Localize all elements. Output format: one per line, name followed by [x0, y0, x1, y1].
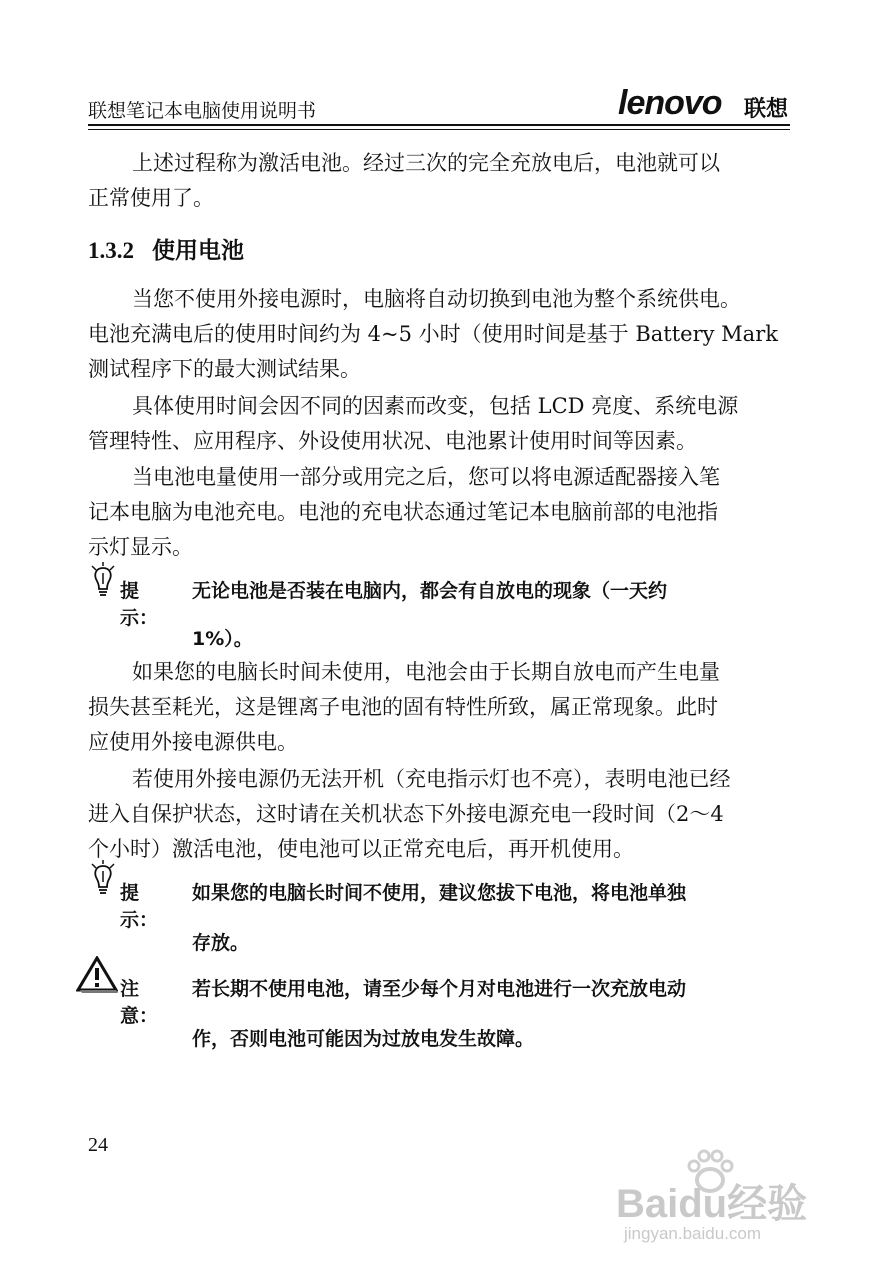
- tip-text-line: 存放。: [192, 932, 250, 954]
- text-line: 若使用外接电源仍无法开机（充电指示灯也不亮），表明电池已经: [132, 767, 731, 791]
- text-line: 如果您的电脑长时间未使用，电池会由于长期自放电而产生电量: [132, 660, 720, 684]
- lenovo-logo: lenovo: [618, 84, 722, 122]
- tip-label: 提示：: [120, 882, 159, 931]
- note-text-line: 若长期不使用电池，请至少每个月对电池进行一次充放电动: [192, 978, 687, 1000]
- paragraph-battery-usage: [88, 282, 792, 387]
- text-line: 个小时）激活电池，使电池可以正常充电后，再开机使用。: [88, 837, 634, 861]
- page-number: 24: [88, 1134, 108, 1156]
- text-line: 当您不使用外接电源时，电脑将自动切换到电池为整个系统供电。: [132, 287, 741, 311]
- header-rule-thin: [88, 129, 790, 130]
- text-line: 损失甚至耗光，这是锂离子电池的固有特性所致，属正常现象。此时: [88, 695, 718, 719]
- tip-text-line: 如果您的电脑长时间不使用，建议您拔下电池，将电池单独: [192, 882, 687, 904]
- text-line: 具体使用时间会因不同的因素而改变，包括 LCD 亮度、系统电源: [132, 394, 739, 418]
- tip-text-line: 1%）。: [192, 628, 253, 650]
- note-label: 注意：: [120, 978, 159, 1027]
- text-line: 电池充满电后的使用时间约为 4~5 小时（使用时间是基于 Battery Mark: [88, 322, 778, 346]
- text-line: 管理特性、应用程序、外设使用状况、电池累计使用时间等因素。: [88, 429, 697, 453]
- lightbulb-icon: [88, 562, 118, 598]
- tip-text-line: 无论电池是否装在电脑内，都会有自放电的现象（一天约: [192, 580, 668, 602]
- header-rule: [88, 124, 790, 126]
- tip-label: 提示：: [120, 580, 159, 629]
- text-line: 上述过程称为激活电池。经过三次的完全充放电后，电池就可以: [132, 151, 720, 175]
- paragraph-usage-factors: [88, 389, 792, 459]
- lightbulb-icon: [88, 860, 118, 896]
- text-line: 应使用外接电源供电。: [88, 730, 298, 754]
- paragraph-self-protection: [88, 762, 792, 867]
- lenovo-logo-cn: 联想: [744, 97, 789, 122]
- section-title: 使用电池: [152, 238, 244, 264]
- paragraph-activation: [88, 146, 792, 216]
- note-text-line: 作，否则电池可能因为过放电发生故障。: [192, 1028, 535, 1050]
- text-line: 当电池电量使用一部分或用完之后，您可以将电源适配器接入笔: [132, 465, 720, 489]
- paragraph-long-idle: [88, 655, 792, 760]
- text-line: 测试程序下的最大测试结果。: [88, 357, 361, 381]
- text-line: 示灯显示。: [88, 535, 193, 559]
- text-line: 正常使用了。: [88, 186, 214, 210]
- running-header-title: 联想笔记本电脑使用说明书: [88, 100, 317, 122]
- watermark-brand: Baidu经验: [616, 1182, 808, 1226]
- section-heading: [88, 232, 244, 265]
- section-number: 1.3.2: [88, 238, 134, 263]
- text-line: 进入自保护状态，这时请在关机状态下外接电源充电一段时间（2～4: [88, 802, 724, 826]
- watermark-url: jingyan.baidu.com: [624, 1224, 762, 1243]
- text-line: 记本电脑为电池充电。电池的充电状态通过笔记本电脑前部的电池指: [88, 500, 718, 524]
- paragraph-charging: [88, 460, 792, 565]
- warning-triangle-icon: [76, 956, 118, 994]
